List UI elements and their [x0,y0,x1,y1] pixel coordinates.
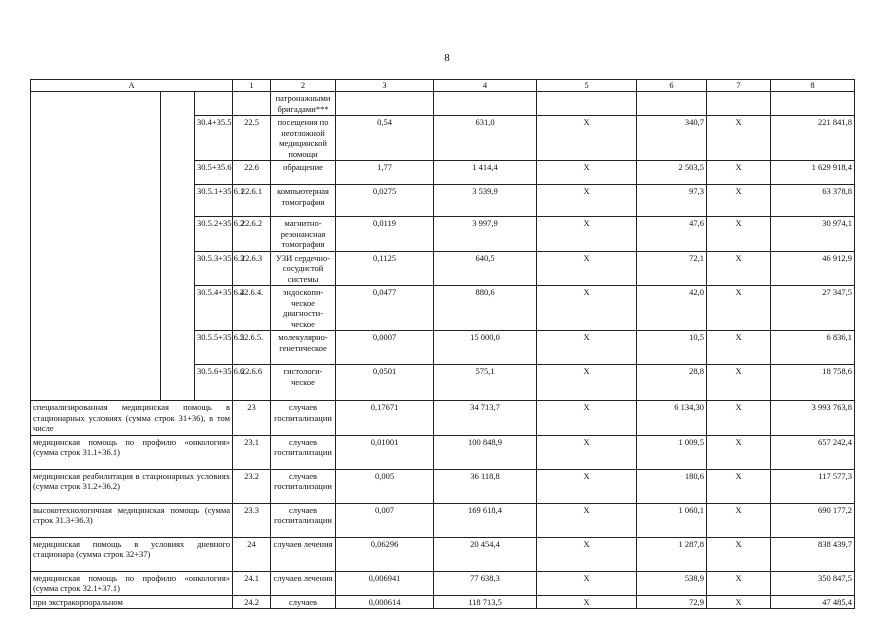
cell-c5: X [537,595,637,609]
cell-c8: 6 836,1 [771,331,855,365]
cell-c5 [537,92,637,116]
cell-a: высокотехнологичная медицинская помощь (сумма строк 31.3+36.3) [31,503,233,537]
cell-a-sub [195,92,233,116]
cell-c3: 0,000614 [336,595,434,609]
cell-c3: 0,0477 [336,286,434,331]
cell-c3: 0,1125 [336,251,434,286]
cell-c3: 0,0275 [336,185,434,217]
table-row [31,469,855,503]
cell-c6: 97,3 [637,185,707,217]
cell-c7: X [707,401,771,436]
cell-c6: 72,9 [637,595,707,609]
cell-c3: 0,0119 [336,217,434,252]
cell-c2: посещения по неотложной медицинской помощи [271,116,336,161]
cell-c1: 22.6.1 [233,185,271,217]
data-table [30,79,855,609]
cell-c5: X [537,286,637,331]
cell-c5: X [537,401,637,436]
cell-c6: 42,0 [637,286,707,331]
cell-c8: 1 629 918,4 [771,161,855,185]
cell-c4 [434,92,537,116]
cell-c3: 1,77 [336,161,434,185]
cell-c6: 1 287,8 [637,537,707,571]
cell-a-indent [161,92,195,401]
cell-c2: гистологи-ческое [271,365,336,401]
cell-c7: X [707,469,771,503]
cell-c2: молекулярно-генетическое [271,331,336,365]
cell-c3: 0,007 [336,503,434,537]
cell-c8: 3 993 763,8 [771,401,855,436]
cell-c6 [637,92,707,116]
cell-c6: 538,9 [637,571,707,595]
cell-a-sub: 30.4+35.5 [195,116,233,161]
cell-c2: компьютерная томография [271,185,336,217]
cell-c2: случаев госпитализации [271,469,336,503]
cell-c2: случаев лечения [271,537,336,571]
header-row [31,80,855,92]
header-col-8: 8 [771,80,855,92]
cell-c3: 0,01001 [336,435,434,469]
cell-c7: X [707,286,771,331]
cell-c3: 0,17671 [336,401,434,436]
cell-c3: 0,0501 [336,365,434,401]
cell-c2: случаев лечения [271,571,336,595]
cell-a-sub: 30.5.1+35.6.1 [195,185,233,217]
cell-c7: X [707,331,771,365]
cell-c6: 340,7 [637,116,707,161]
cell-a-sub: 30.5.3+35.6.3 [195,251,233,286]
cell-c7 [707,92,771,116]
header-col-4: 4 [434,80,537,92]
table-body [31,80,855,609]
table-row [31,435,855,469]
cell-c1: 24.1 [233,571,271,595]
cell-c5: X [537,537,637,571]
cell-c4: 77 638,3 [434,571,537,595]
cell-a: медицинская помощь по профилю «онкология» (сумма строк 32.1+37.1) [31,571,233,595]
cell-c8: 838 439,7 [771,537,855,571]
cell-a: медицинская реабилитация в стационарных условиях (сумма строк 31.2+36.2) [31,469,233,503]
cell-c1: 22.5 [233,116,271,161]
table-row [31,595,855,609]
cell-c7: X [707,161,771,185]
cell-c1: 23.3 [233,503,271,537]
cell-c5: X [537,251,637,286]
cell-c4: 100 848,9 [434,435,537,469]
header-col-2: 2 [271,80,336,92]
cell-a-sub: 30.5.4+35.6.4 [195,286,233,331]
header-col-3: 3 [336,80,434,92]
cell-c6: 180,6 [637,469,707,503]
cell-a: при экстракорпоральном [31,595,233,609]
cell-c6: 47,6 [637,217,707,252]
cell-c4: 36 118,8 [434,469,537,503]
page-number: 8 [444,52,450,64]
cell-c7: X [707,503,771,537]
cell-c4: 118 713,5 [434,595,537,609]
cell-c1 [233,92,271,116]
cell-c3: 0,006941 [336,571,434,595]
cell-c3: 0,06296 [336,537,434,571]
cell-c8: 117 577,3 [771,469,855,503]
cell-c2: патронажными бригадами*** [271,92,336,116]
cell-c2: случаев [271,595,336,609]
cell-c7: X [707,537,771,571]
cell-c8: 690 177,2 [771,503,855,537]
cell-c6: 2 503,5 [637,161,707,185]
table-row [31,571,855,595]
cell-c3: 0,0007 [336,331,434,365]
cell-c4: 169 618,4 [434,503,537,537]
cell-c7: X [707,217,771,252]
cell-c1: 23 [233,401,271,436]
header-col-7: 7 [707,80,771,92]
cell-c5: X [537,185,637,217]
cell-c8: 18 758,6 [771,365,855,401]
cell-c4: 1 414,4 [434,161,537,185]
cell-a: медицинская помощь в условиях дневного стационара (сумма строк 32+37) [31,537,233,571]
cell-c1: 22.6.5. [233,331,271,365]
cell-c4: 631,0 [434,116,537,161]
cell-a-sub: 30.5+35.6 [195,161,233,185]
cell-c7: X [707,435,771,469]
cell-c6: 10,5 [637,331,707,365]
cell-c1: 23.1 [233,435,271,469]
cell-c1: 22.6 [233,161,271,185]
header-col-a: А [31,80,233,92]
cell-c3 [336,92,434,116]
cell-c5: X [537,217,637,252]
cell-c2: случаев госпитализации [271,401,336,436]
cell-c1: 22.6.3 [233,251,271,286]
cell-c1: 24.2 [233,595,271,609]
cell-c7: X [707,185,771,217]
cell-c1: 24 [233,537,271,571]
cell-c2: случаев госпитализации [271,503,336,537]
cell-c8: 63 378,8 [771,185,855,217]
cell-c8: 350 847,5 [771,571,855,595]
cell-c5: X [537,161,637,185]
cell-c8: 30 974,1 [771,217,855,252]
header-col-6: 6 [637,80,707,92]
cell-c3: 0,005 [336,469,434,503]
table-row [31,537,855,571]
cell-c4: 20 454,4 [434,537,537,571]
cell-a-sub: 30.5.5+35.6.5 [195,331,233,365]
cell-c6: 1 009,5 [637,435,707,469]
cell-c7: X [707,595,771,609]
cell-c2: УЗИ сердечно-сосудистой системы [271,251,336,286]
cell-c5: X [537,435,637,469]
cell-c6: 6 134,30 [637,401,707,436]
cell-c6: 28,8 [637,365,707,401]
cell-c1: 22.6.2 [233,217,271,252]
cell-c7: X [707,571,771,595]
cell-c8 [771,92,855,116]
cell-a: специализированная медицинская помощь в стационарных условиях (сумма строк 31+36), в том числе [31,401,233,436]
cell-c4: 575,1 [434,365,537,401]
cell-c1: 23.2 [233,469,271,503]
cell-c6: 1 060,1 [637,503,707,537]
header-col-5: 5 [537,80,637,92]
cell-c2: случаев госпитализации [271,435,336,469]
cell-c8: 657 242,4 [771,435,855,469]
table-row [31,92,855,116]
cell-a-blank [31,92,161,401]
cell-c3: 0,54 [336,116,434,161]
cell-c7: X [707,116,771,161]
table-row [31,503,855,537]
cell-c5: X [537,503,637,537]
cell-c2: магнитно-резонансная томография [271,217,336,252]
header-col-1: 1 [233,80,271,92]
cell-c5: X [537,365,637,401]
cell-c2: обращение [271,161,336,185]
cell-c8: 221 841,8 [771,116,855,161]
table-row [31,401,855,436]
cell-c2: эндоскопи-ческое диагности-ческое [271,286,336,331]
cell-c7: X [707,251,771,286]
cell-c8: 27 347,5 [771,286,855,331]
cell-c4: 3 539,9 [434,185,537,217]
cell-c5: X [537,116,637,161]
cell-c4: 3 997,9 [434,217,537,252]
cell-c1: 22.6.6 [233,365,271,401]
cell-c4: 15 000,0 [434,331,537,365]
cell-c5: X [537,469,637,503]
cell-c4: 640,5 [434,251,537,286]
cell-c7: X [707,365,771,401]
cell-a-sub: 30.5.2+35.6.2 [195,217,233,252]
cell-c8: 47 485,4 [771,595,855,609]
cell-c6: 72,1 [637,251,707,286]
cell-c8: 46 912,9 [771,251,855,286]
cell-a-sub: 30.5.6+35.6.6 [195,365,233,401]
cell-c1: 22.6.4. [233,286,271,331]
cell-a: медицинская помощь по профилю «онкология» (сумма строк 31.1+36.1) [31,435,233,469]
cell-c5: X [537,331,637,365]
cell-c5: X [537,571,637,595]
cell-c4: 880,6 [434,286,537,331]
cell-c4: 34 713,7 [434,401,537,436]
